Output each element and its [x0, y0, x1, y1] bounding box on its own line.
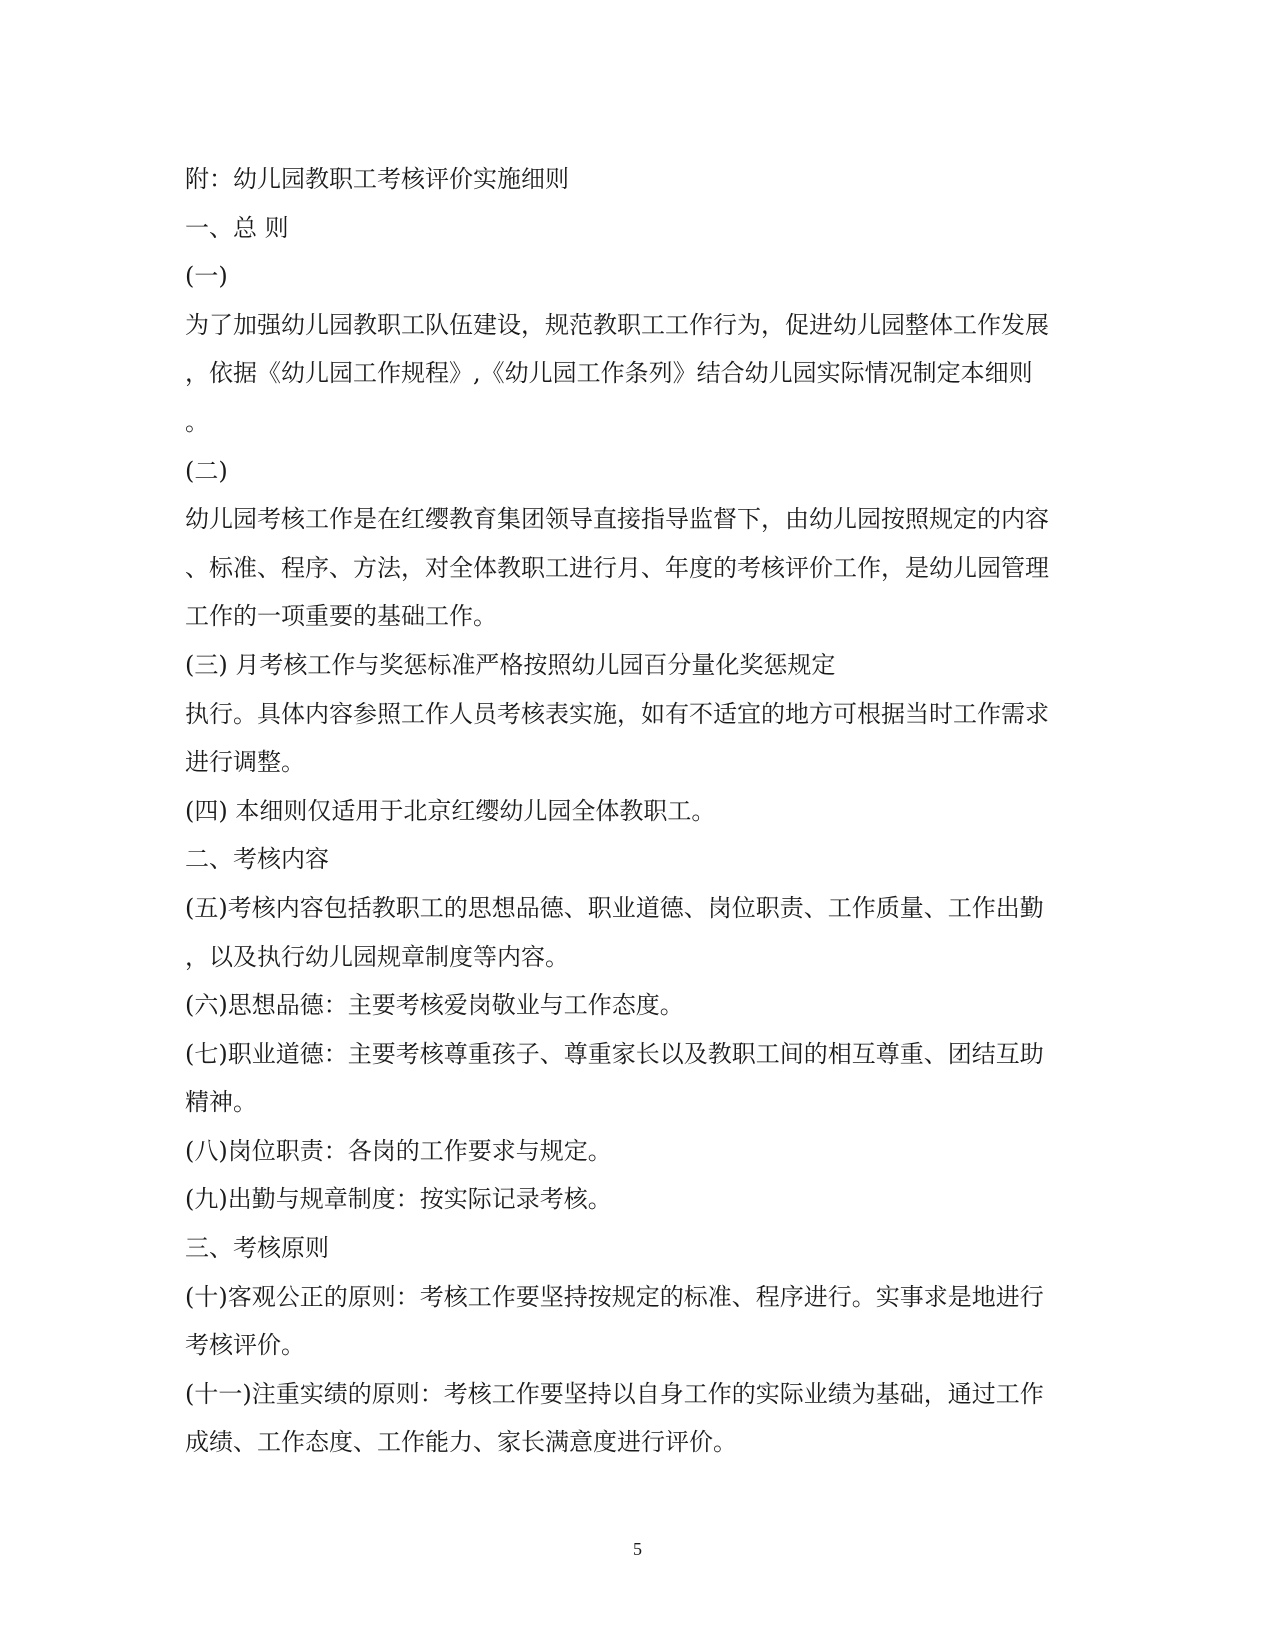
paragraph-line: 幼儿园考核工作是在红缨教育集团领导直接指导监督下，由幼儿园按照规定的内容: [185, 505, 1049, 534]
clause-number: (一): [185, 262, 228, 291]
section-heading: 三、考核原则: [185, 1234, 329, 1263]
paragraph-line: (六)思想品德：主要考核爱岗敬业与工作态度。: [185, 991, 684, 1020]
paragraph-line: 成绩、工作态度、工作能力、家长满意度进行评价。: [185, 1428, 737, 1457]
paragraph-line: (四) 本细则仅适用于北京红缨幼儿园全体教职工。: [185, 796, 716, 825]
paragraph-line: 工作的一项重要的基础工作。: [185, 602, 497, 631]
paragraph-line: 。: [185, 407, 209, 436]
paragraph-line: (十一)注重实绩的原则：考核工作要坚持以自身工作的实际业绩为基础，通过工作: [185, 1379, 1044, 1408]
paragraph-line: (十)客观公正的原则：考核工作要坚持按规定的标准、程序进行。实事求是地进行: [185, 1282, 1044, 1311]
clause-number: (二): [185, 456, 228, 485]
paragraph-line: 、标准、程序、方法，对全体教职工进行月、年度的考核评价工作，是幼儿园管理: [185, 553, 1049, 582]
page-number: 5: [633, 1539, 642, 1559]
paragraph-line: 为了加强幼儿园教职工队伍建设，规范教职工工作行为，促进幼儿园整体工作发展: [185, 310, 1049, 339]
document-body: [185, 155, 1090, 1467]
paragraph-line: (七)职业道德：主要考核尊重孩子、尊重家长以及教职工间的相互尊重、团结互助: [185, 1039, 1044, 1068]
paragraph-line: (八)岗位职责：各岗的工作要求与规定。: [185, 1136, 612, 1165]
section-heading: 附：幼儿园教职工考核评价实施细则: [185, 165, 569, 193]
paragraph-line: 执行。具体内容参照工作人员考核表实施，如有不适宜的地方可根据当时工作需求: [185, 699, 1049, 728]
paragraph-line: (九)出勤与规章制度：按实际记录考核。: [185, 1185, 612, 1214]
section-heading: 一、总 则: [185, 213, 289, 242]
paragraph-line: (三) 月考核工作与奖惩标准严格按照幼儿园百分量化奖惩规定: [185, 650, 836, 679]
paragraph-line: (五)考核内容包括教职工的思想品德、职业道德、岗位职责、工作质量、工作出勤: [185, 893, 1044, 922]
paragraph-line: 考核评价。: [185, 1331, 305, 1360]
section-heading: 二、考核内容: [185, 845, 329, 874]
paragraph-line: 精神。: [185, 1088, 257, 1117]
paragraph-line: ，依据《幼儿园工作规程》,《幼儿园工作条列》结合幼儿园实际情况制定本细则: [185, 359, 1033, 388]
paragraph-line: 进行调整。: [185, 748, 305, 777]
paragraph-line: ，以及执行幼儿园规章制度等内容。: [185, 942, 569, 971]
